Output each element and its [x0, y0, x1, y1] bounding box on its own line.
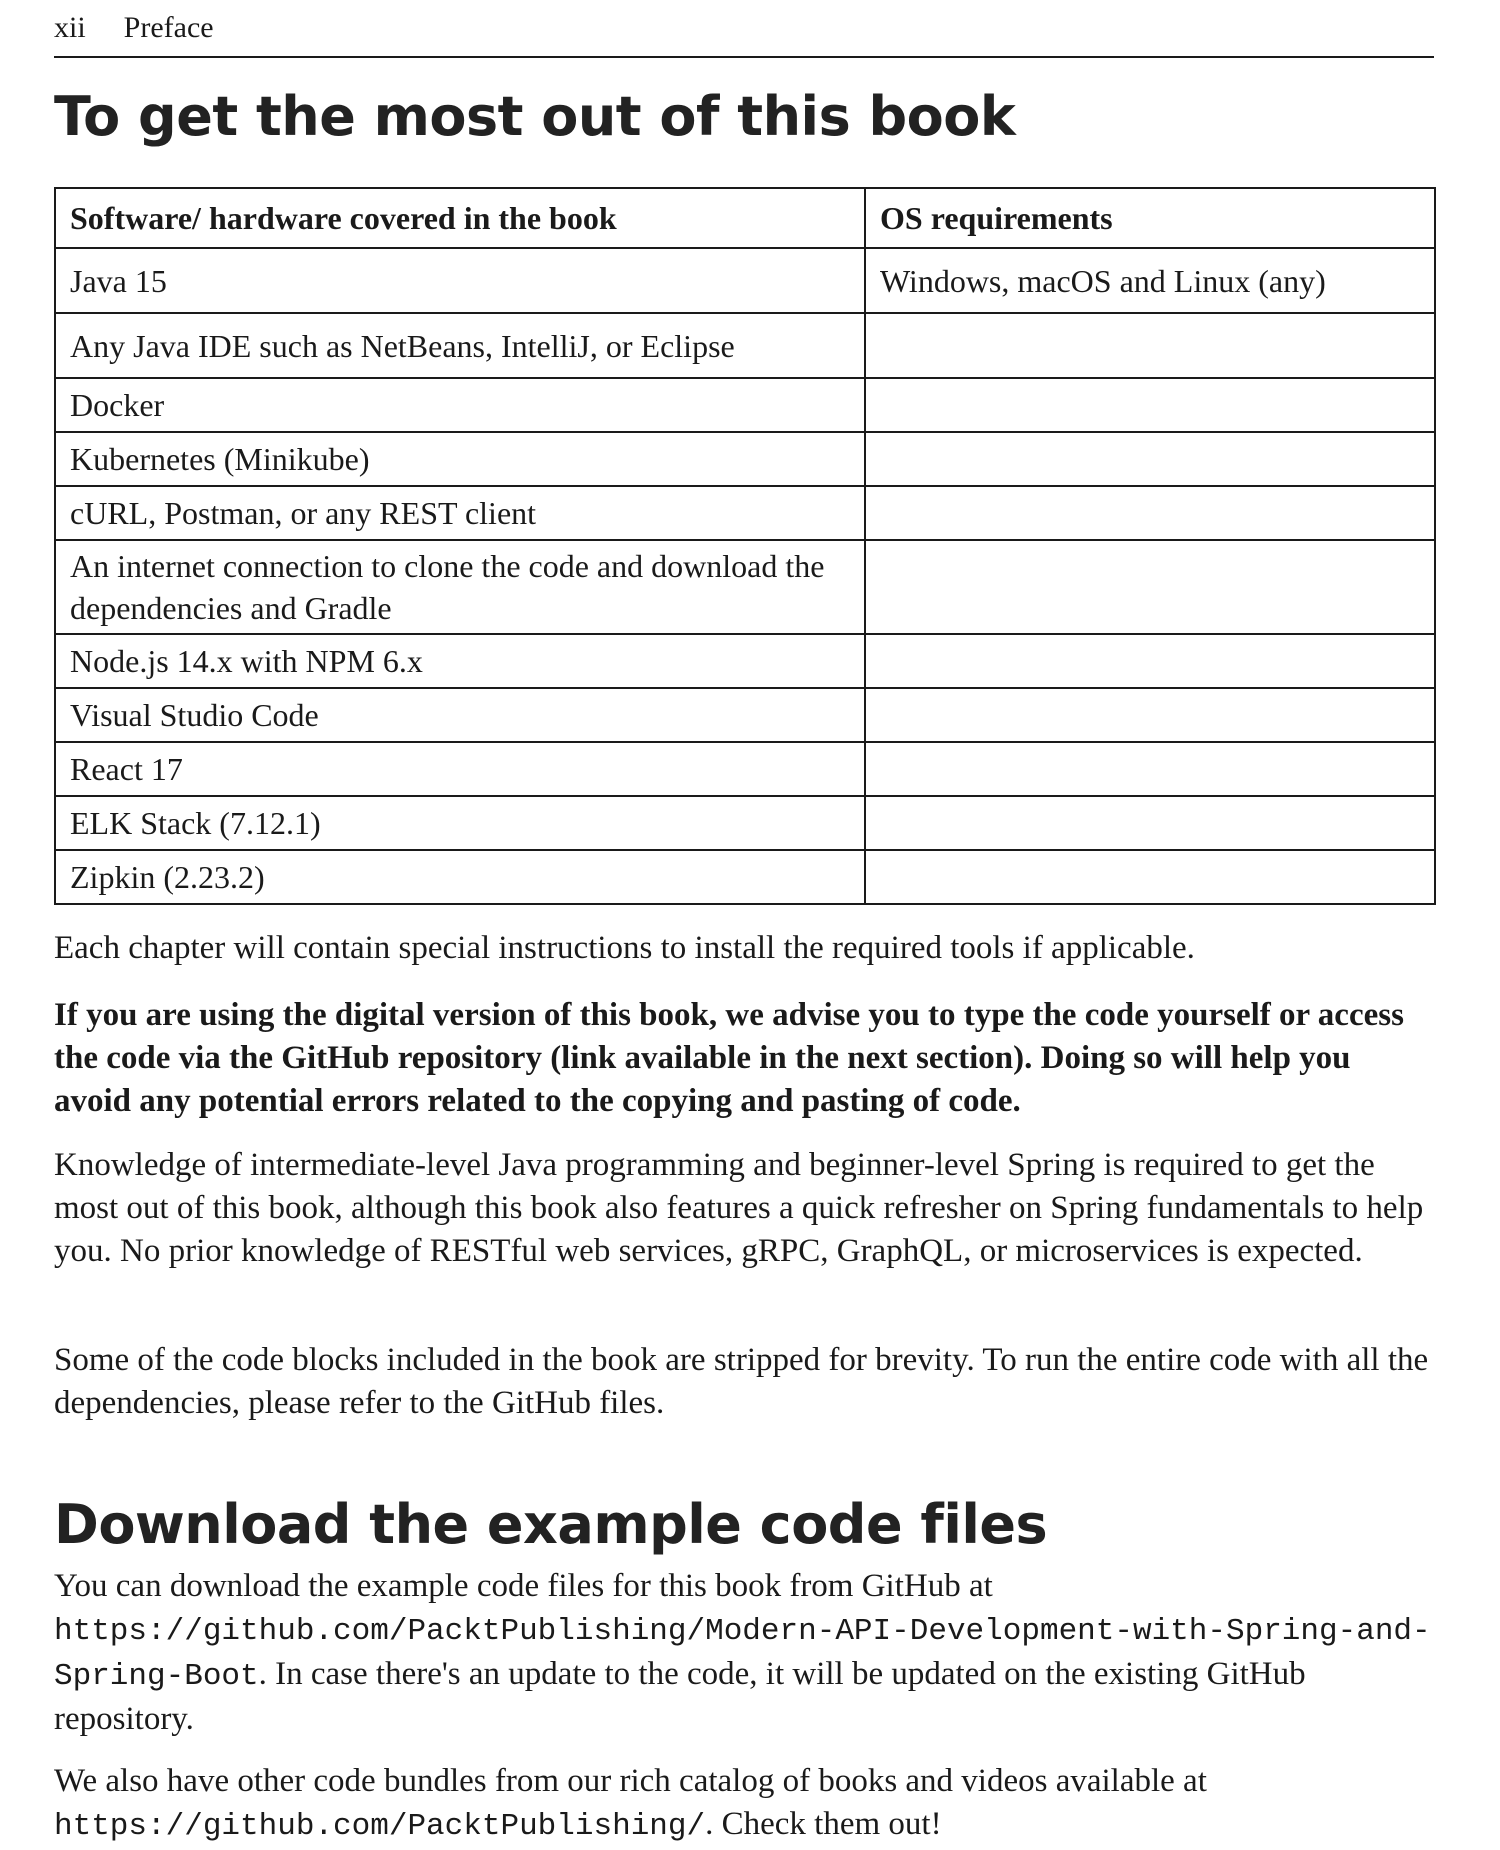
- table-cell: [865, 688, 1435, 742]
- paragraph-digital-version-advice: If you are using the digital version of this book, we advise you to type the code yourself or access the code via the GitHub repository (link available in the next section). Doing so will help you avoid any potential errors related to the copying and pasting of code.: [54, 997, 1404, 1119]
- table-cell: Docker: [55, 378, 865, 432]
- table-row: [55, 486, 1435, 540]
- repository-url-link[interactable]: https://github.com/PacktPublishing/Modern-API-Development-with-Spring-and-Spring-Boot: [54, 1614, 1431, 1694]
- requirements-table: [54, 187, 1436, 905]
- table-cell: Node.js 14.x with NPM 6.x: [55, 634, 865, 688]
- table-header-row: [55, 188, 1435, 248]
- table-cell: [865, 796, 1435, 850]
- table-cell: Zipkin (2.23.2): [55, 850, 865, 904]
- table-cell: [865, 850, 1435, 904]
- table-row: [55, 742, 1435, 796]
- bundles-text-start: We also have other code bundles from our rich catalog of books and videos available at: [54, 1763, 1207, 1799]
- section-heading-get-most: To get the most out of this book: [54, 85, 1016, 148]
- running-header: [54, 8, 1434, 58]
- table-cell: Visual Studio Code: [55, 688, 865, 742]
- download-text-end: . In case there's an update to the code, it will be updated on the existing GitHub repository.: [54, 1656, 1306, 1737]
- column-header-software: Software/ hardware covered in the book: [55, 188, 865, 248]
- table-cell: ELK Stack (7.12.1): [55, 796, 865, 850]
- table-row: [55, 634, 1435, 688]
- table-cell: Java 15: [55, 248, 865, 313]
- table-row: [55, 313, 1435, 378]
- table-cell: [865, 486, 1435, 540]
- table-row: [55, 248, 1435, 313]
- table-cell: cURL, Postman, or any REST client: [55, 486, 865, 540]
- paragraph-prerequisites: Knowledge of intermediate-level Java programming and beginner-level Spring is required to get the most out of this book, although this book also features a quick refresher on Spring fundamentals to help you. No prior knowledge of RESTful web services, gRPC, GraphQL, or microservices is expected.: [54, 1147, 1424, 1269]
- table-row: [55, 796, 1435, 850]
- table-cell: [865, 432, 1435, 486]
- table-row: [55, 850, 1435, 904]
- table-cell: React 17: [55, 742, 865, 796]
- table-cell: [865, 540, 1435, 634]
- paragraph-other-bundles: [54, 1760, 1434, 1848]
- table-cell: [865, 378, 1435, 432]
- table-cell: Windows, macOS and Linux (any): [865, 248, 1435, 313]
- paragraph-code-blocks-note: Some of the code blocks included in the book are stripped for brevity. To run the entire code with all the dependencies, please refer to the GitHub files.: [54, 1342, 1429, 1421]
- running-section-title: Preface: [123, 11, 214, 44]
- table-cell: An internet connection to clone the code and download the dependencies and Gradle: [55, 540, 865, 634]
- column-header-os: OS requirements: [865, 188, 1435, 248]
- table-cell: Any Java IDE such as NetBeans, IntelliJ, or Eclipse: [55, 313, 865, 378]
- table-cell: [865, 742, 1435, 796]
- bundles-text-end: . Check them out!: [705, 1806, 942, 1842]
- table-row: [55, 378, 1435, 432]
- table-row: [55, 540, 1435, 634]
- table-row: [55, 688, 1435, 742]
- paragraph-tools-note: Each chapter will contain special instructions to install the required tools if applicable.: [54, 930, 1195, 966]
- table-cell: Kubernetes (Minikube): [55, 432, 865, 486]
- paragraph-download-code: [54, 1565, 1434, 1741]
- catalog-url-link[interactable]: https://github.com/PacktPublishing/: [54, 1809, 706, 1844]
- download-text-start: You can download the example code files for this book from GitHub at: [54, 1568, 993, 1604]
- table-row: [55, 432, 1435, 486]
- table-cell: [865, 634, 1435, 688]
- table-cell: [865, 313, 1435, 378]
- page-number: xii: [54, 11, 86, 44]
- section-heading-download-code: Download the example code files: [54, 1493, 1048, 1556]
